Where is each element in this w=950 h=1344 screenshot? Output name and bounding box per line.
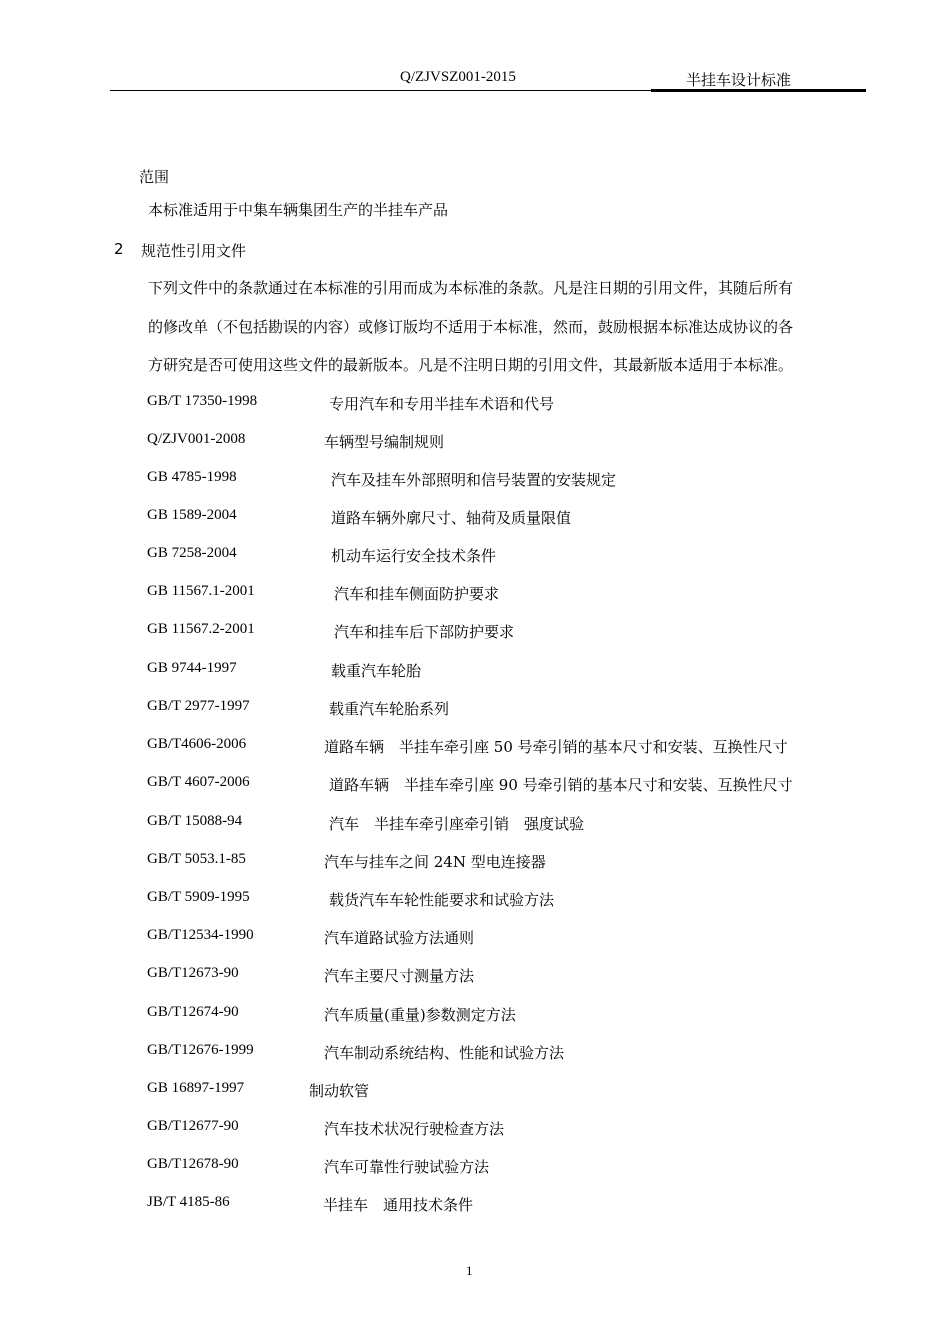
- reference-name: 汽车制动系统结构、性能和试验方法: [324, 1044, 565, 1062]
- reference-name: 载货汽车车轮性能要求和试验方法: [329, 891, 555, 909]
- reference-code: GB/T12673-90: [147, 965, 239, 981]
- reference-name: 汽车主要尺寸测量方法: [324, 967, 475, 985]
- reference-name: 载重汽车轮胎系列: [329, 700, 450, 718]
- reference-name: 汽车和挂车侧面防护要求: [334, 585, 500, 603]
- reference-code: GB 11567.2-2001: [147, 621, 255, 637]
- reference-name: 汽车可靠性行驶试验方法: [324, 1158, 490, 1176]
- reference-name: 载重汽车轮胎: [331, 662, 422, 680]
- page-number: 1: [466, 1263, 473, 1278]
- reference-name: 汽车道路试验方法通则: [324, 929, 475, 947]
- reference-name: 汽车和挂车后下部防护要求: [334, 623, 515, 641]
- reference-name: 汽车 半挂车牵引座牵引销 强度试验: [329, 815, 585, 833]
- header-rule-accent: [651, 89, 866, 92]
- reference-name: 半挂车 通用技术条件: [323, 1196, 474, 1214]
- reference-code: GB/T12534-1990: [147, 927, 254, 943]
- section-1-title: 范围: [139, 168, 170, 186]
- reference-code: GB 1589-2004: [147, 507, 237, 523]
- header-doc-title: 半挂车设计标准: [686, 71, 792, 89]
- reference-code: GB/T 2977-1997: [147, 698, 250, 714]
- reference-code: GB 16897-1997: [147, 1080, 245, 1096]
- reference-code: GB/T 17350-1998: [147, 393, 258, 409]
- reference-name: 道路车辆 半挂车牵引座 50 号牵引销的基本尺寸和安装、互换性尺寸: [324, 738, 788, 756]
- section-2-title: 规范性引用文件: [141, 242, 247, 260]
- reference-code: GB/T12677-90: [147, 1118, 239, 1134]
- section-2-number: 2: [114, 240, 124, 258]
- reference-name: 机动车运行安全技术条件: [331, 547, 497, 565]
- reference-code: GB/T12678-90: [147, 1156, 239, 1172]
- reference-name: 道路车辆外廓尺寸、轴荷及质量限值: [331, 509, 572, 527]
- header-doc-code: Q/ZJVSZ001-2015: [400, 69, 516, 85]
- reference-code: GB/T 5053.1-85: [147, 851, 246, 867]
- section-2-paragraph-line: 下列文件中的条款通过在本标准的引用而成为本标准的条款。凡是注日期的引用文件，其随后所有: [148, 279, 794, 297]
- reference-code: Q/ZJV001-2008: [147, 431, 246, 447]
- reference-code: GB 9744-1997: [147, 660, 237, 676]
- reference-name: 汽车与挂车之间 24N 型电连接器: [324, 853, 546, 871]
- reference-code: JB/T 4185-86: [147, 1194, 230, 1210]
- reference-name: 专用汽车和专用半挂车术语和代号: [329, 395, 555, 413]
- reference-name: 汽车技术状况行驶检查方法: [324, 1120, 505, 1138]
- reference-name: 汽车质量(重量)参数测定方法: [324, 1006, 516, 1024]
- reference-code: GB 7258-2004: [147, 545, 237, 561]
- section-1-body: 本标准适用于中集车辆集团生产的半挂车产品: [148, 201, 449, 219]
- reference-code: GB/T 4607-2006: [147, 774, 250, 790]
- reference-code: GB/T 15088-94: [147, 813, 243, 829]
- section-2-paragraph-line: 方研究是否可使用这些文件的最新版本。凡是不注明日期的引用文件，其最新版本适用于本标准。: [148, 356, 794, 374]
- reference-name: 道路车辆 半挂车牵引座 90 号牵引销的基本尺寸和安装、互换性尺寸: [329, 776, 793, 794]
- reference-code: GB 4785-1998: [147, 469, 237, 485]
- reference-code: GB 11567.1-2001: [147, 583, 255, 599]
- reference-name: 制动软管: [309, 1082, 370, 1100]
- reference-code: GB/T 5909-1995: [147, 889, 250, 905]
- reference-name: 车辆型号编制规则: [324, 433, 445, 451]
- reference-name: 汽车及挂车外部照明和信号装置的安装规定: [331, 471, 617, 489]
- section-2-paragraph-line: 的修改单（不包括勘误的内容）或修订版均不适用于本标准，然而，鼓励根据本标准达成协议的各: [148, 318, 794, 336]
- reference-code: GB/T4606-2006: [147, 736, 247, 752]
- reference-code: GB/T12674-90: [147, 1004, 239, 1020]
- reference-code: GB/T12676-1999: [147, 1042, 254, 1058]
